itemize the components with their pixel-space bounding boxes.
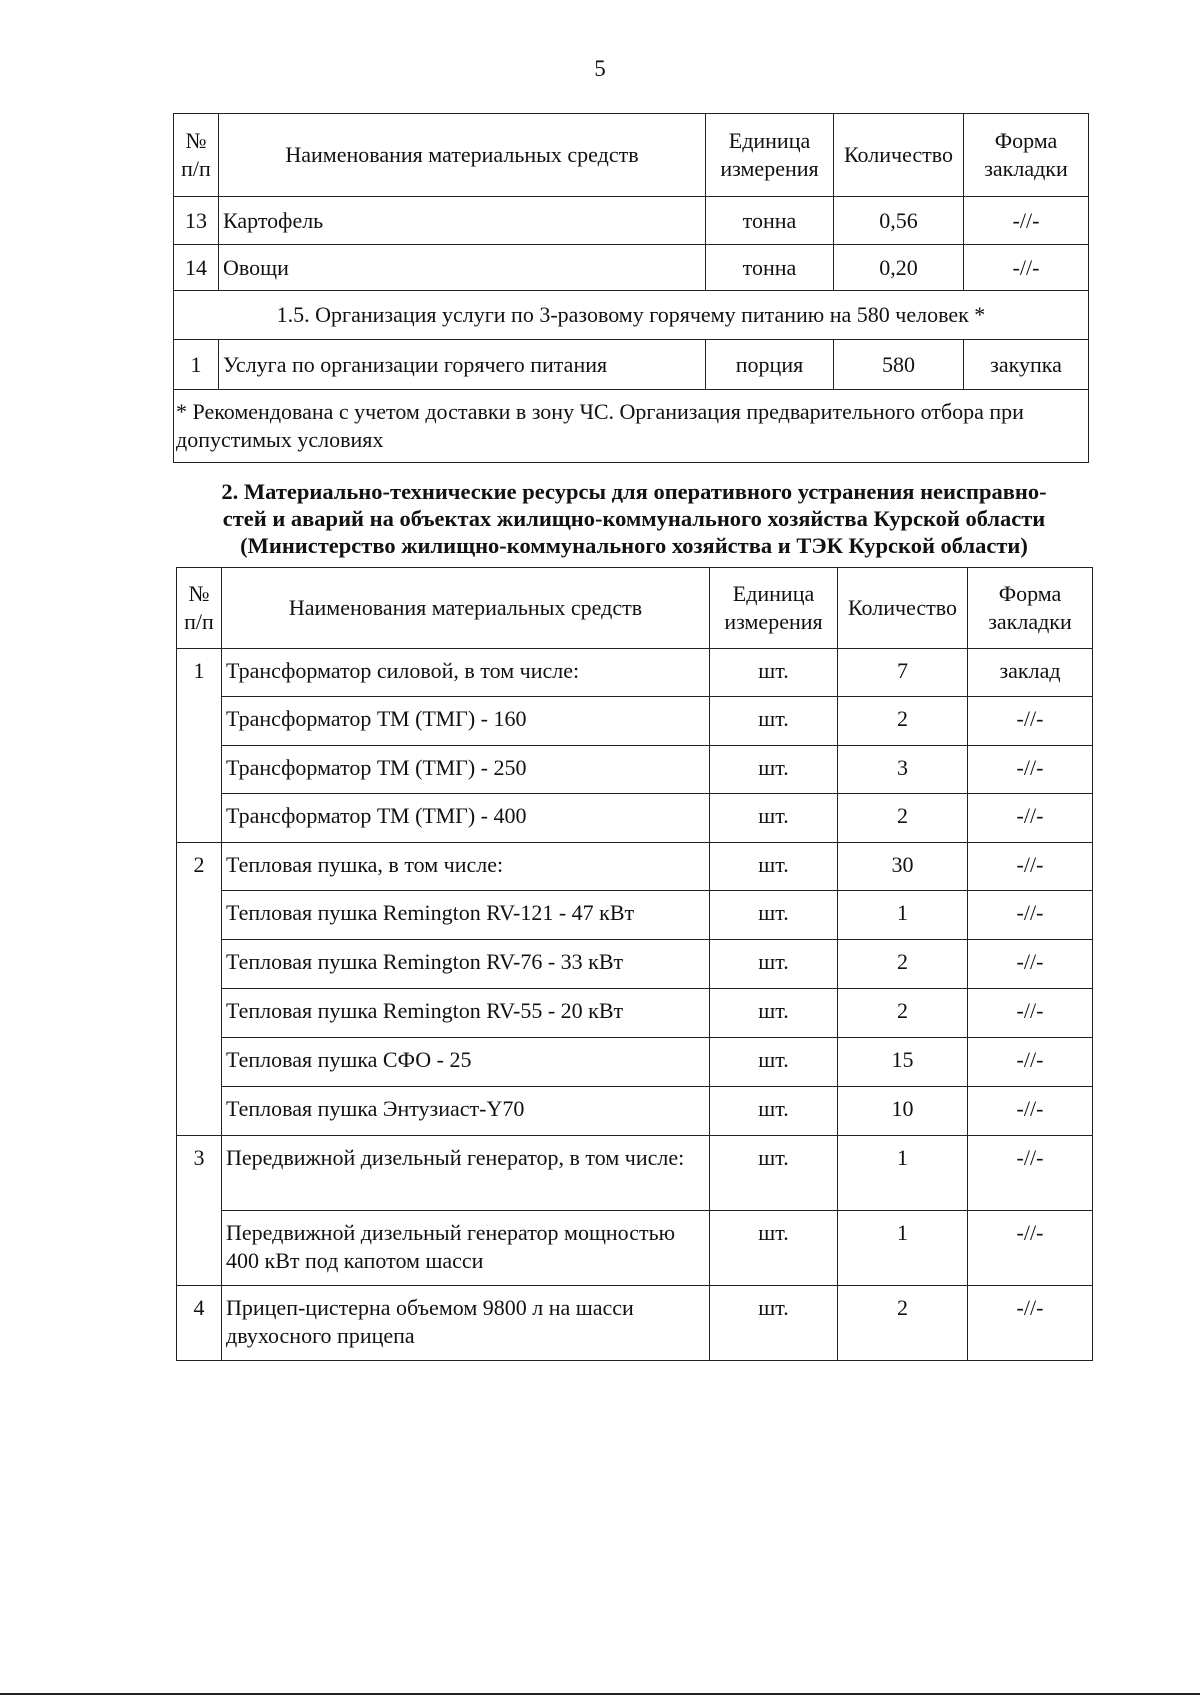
col-name-header: Наименования материальных средств xyxy=(219,114,706,197)
row-num: 2 xyxy=(177,843,222,891)
row-num: 1 xyxy=(177,649,222,697)
subsection-row xyxy=(174,291,1089,340)
row-num xyxy=(177,891,222,940)
row-name: Тепловая пушка Remington RV-55 - 20 кВт xyxy=(222,989,710,1038)
note-row xyxy=(174,390,1089,463)
col-num-header: № п/п xyxy=(177,568,222,649)
col-form-header: Форма закладки xyxy=(968,568,1093,649)
row-form: -//- xyxy=(968,1087,1093,1136)
table-row xyxy=(177,1087,1093,1136)
col-unit-header: Единица измерения xyxy=(710,568,838,649)
row-form: -//- xyxy=(968,746,1093,794)
row-unit: шт. xyxy=(710,1286,838,1361)
table-row xyxy=(177,1038,1093,1087)
row-form: -//- xyxy=(968,697,1093,746)
col-num-header: № п/п xyxy=(174,114,219,197)
row-name: Трансформатор силовой, в том числе: xyxy=(222,649,710,697)
row-num xyxy=(177,697,222,746)
row-qty: 2 xyxy=(838,1286,968,1361)
page-bottom-rule xyxy=(0,1693,1200,1695)
row-name: Передвижной дизельный генератор мощностью 400 кВт под капотом шасси xyxy=(222,1211,710,1286)
row-unit: тонна xyxy=(706,197,834,245)
table-row xyxy=(177,746,1093,794)
row-unit: шт. xyxy=(710,891,838,940)
col-qty-header: Количество xyxy=(834,114,964,197)
row-form: -//- xyxy=(964,245,1089,291)
table-header-row xyxy=(174,114,1089,197)
row-unit: шт. xyxy=(710,1087,838,1136)
row-qty: 10 xyxy=(838,1087,968,1136)
table-row xyxy=(174,197,1089,245)
row-qty: 2 xyxy=(838,940,968,989)
table-row xyxy=(177,1211,1093,1286)
table-row xyxy=(177,1286,1093,1361)
row-form: -//- xyxy=(964,197,1089,245)
table-row xyxy=(177,843,1093,891)
section-2-title: 2. Материально-технические ресурсы для оперативного устранения неисправно- стей и аварий на объектах жилищно-коммунального хозяйства Курской области (Министерство жилищно-коммунального хозяйства и ТЭК Курской области) xyxy=(221,479,1047,558)
table-row xyxy=(177,649,1093,697)
technical-resources-table xyxy=(176,567,1093,1361)
row-num xyxy=(177,1211,222,1286)
row-qty: 1 xyxy=(838,1136,968,1211)
row-qty: 7 xyxy=(838,649,968,697)
table-row xyxy=(177,1136,1093,1211)
row-name: Трансформатор ТМ (ТМГ) - 250 xyxy=(222,746,710,794)
row-name: Прицеп-цистерна объемом 9800 л на шасси двухосного прицепа xyxy=(222,1286,710,1361)
row-qty: 0,56 xyxy=(834,197,964,245)
row-name: Тепловая пушка, в том числе: xyxy=(222,843,710,891)
row-qty: 15 xyxy=(838,1038,968,1087)
row-qty: 30 xyxy=(838,843,968,891)
row-unit: шт. xyxy=(710,940,838,989)
row-unit: шт. xyxy=(710,843,838,891)
row-unit: шт. xyxy=(710,1136,838,1211)
row-num xyxy=(177,940,222,989)
row-name: Передвижной дизельный генератор, в том числе: xyxy=(222,1136,710,1211)
row-name: Тепловая пушка Remington RV-76 - 33 кВт xyxy=(222,940,710,989)
row-qty: 1 xyxy=(838,891,968,940)
row-form: -//- xyxy=(968,940,1093,989)
row-name: Овощи xyxy=(219,245,706,291)
row-qty: 2 xyxy=(838,989,968,1038)
table-row xyxy=(174,340,1089,390)
col-name-header: Наименования материальных средств xyxy=(222,568,710,649)
row-qty: 3 xyxy=(838,746,968,794)
row-name: Трансформатор ТМ (ТМГ) - 400 xyxy=(222,794,710,843)
row-num xyxy=(177,1087,222,1136)
row-unit: шт. xyxy=(710,649,838,697)
row-form: заклад xyxy=(968,649,1093,697)
row-form: закупка xyxy=(964,340,1089,390)
row-qty: 580 xyxy=(834,340,964,390)
row-form: -//- xyxy=(968,989,1093,1038)
row-form: -//- xyxy=(968,1211,1093,1286)
row-unit: шт. xyxy=(710,794,838,843)
table-row xyxy=(177,940,1093,989)
col-form-header: Форма закладки xyxy=(964,114,1089,197)
row-form: -//- xyxy=(968,1286,1093,1361)
row-form: -//- xyxy=(968,843,1093,891)
row-num xyxy=(177,794,222,843)
row-unit: шт. xyxy=(710,746,838,794)
row-unit: порция xyxy=(706,340,834,390)
row-form: -//- xyxy=(968,891,1093,940)
col-qty-header: Количество xyxy=(838,568,968,649)
row-name: Трансформатор ТМ (ТМГ) - 160 xyxy=(222,697,710,746)
col-unit-header: Единица измерения xyxy=(706,114,834,197)
food-supplies-table xyxy=(173,113,1089,463)
row-qty: 2 xyxy=(838,794,968,843)
row-qty: 2 xyxy=(838,697,968,746)
row-name: Тепловая пушка СФО - 25 xyxy=(222,1038,710,1087)
row-qty: 1 xyxy=(838,1211,968,1286)
table-row xyxy=(177,989,1093,1038)
footnote: * Рекомендована с учетом доставки в зону ЧС. Организация предварительного отбора при допустимых условиях xyxy=(174,390,1089,463)
row-num: 1 xyxy=(174,340,219,390)
row-num: 4 xyxy=(177,1286,222,1361)
table-header-row xyxy=(177,568,1093,649)
row-name: Тепловая пушка Энтузиаст-Y70 xyxy=(222,1087,710,1136)
table-row xyxy=(177,891,1093,940)
row-num: 14 xyxy=(174,245,219,291)
row-name: Тепловая пушка Remington RV-121 - 47 кВт xyxy=(222,891,710,940)
row-num xyxy=(177,1038,222,1087)
row-qty: 0,20 xyxy=(834,245,964,291)
row-form: -//- xyxy=(968,1136,1093,1211)
row-unit: шт. xyxy=(710,989,838,1038)
row-unit: шт. xyxy=(710,1211,838,1286)
row-num xyxy=(177,746,222,794)
table-row xyxy=(174,245,1089,291)
row-num: 13 xyxy=(174,197,219,245)
page-number: 5 xyxy=(594,56,606,81)
row-unit: тонна xyxy=(706,245,834,291)
row-unit: шт. xyxy=(710,1038,838,1087)
table-row xyxy=(177,697,1093,746)
row-unit: шт. xyxy=(710,697,838,746)
subsection-title: 1.5. Организация услуги по 3-разовому горячему питанию на 580 человек * xyxy=(174,291,1089,340)
row-num xyxy=(177,989,222,1038)
row-form: -//- xyxy=(968,794,1093,843)
table-row xyxy=(177,794,1093,843)
row-name: Услуга по организации горячего питания xyxy=(219,340,706,390)
row-name: Картофель xyxy=(219,197,706,245)
row-form: -//- xyxy=(968,1038,1093,1087)
row-num: 3 xyxy=(177,1136,222,1211)
